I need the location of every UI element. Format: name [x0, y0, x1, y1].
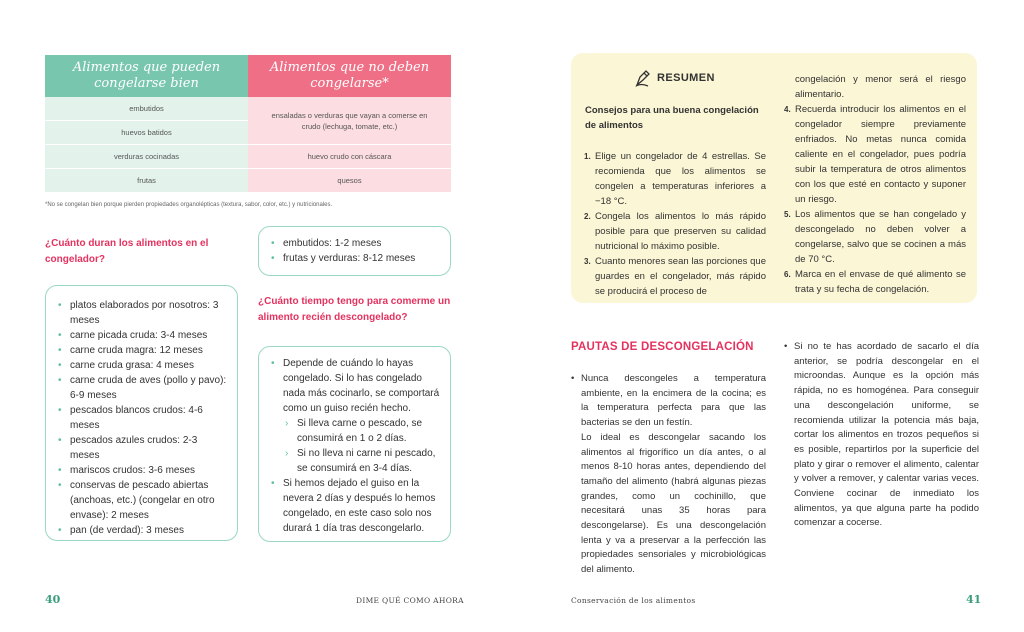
summary-item: 1. Elige un congelador de 4 estrellas. Se recomienda que los alimentos se congelen a temperaturas inferiores a −18 °C. [584, 151, 766, 207]
pencil-hand-icon [633, 68, 653, 88]
list-item: • pescados blancos crudos: 4-6 meses [58, 403, 227, 433]
summary-subtitle: Consejos para una buena congelación de alimentos [585, 105, 759, 131]
list-item: • Depende de cuándo lo hayas congelado. Si lo has congelado nada más cocinarlo, se comportará como un guiso recién hecho. [271, 356, 440, 416]
running-head-left: DIME QUÉ COMO AHORA [356, 596, 464, 605]
table-footnote: *No se congelan bien porque pierden propiedades organolépticas (textura, sabor, color, etc.) y nutricionales. [45, 202, 333, 208]
list-item: • Si hemos dejado el guiso en la nevera 2 días y después lo hemos congelado, en este caso solo nos durará 1 día tras descongelarlo. [271, 476, 440, 536]
durations-box [45, 285, 238, 541]
summary-item: congelación y menor será el riesgo alimentario. [795, 74, 966, 100]
summary-item: 4. Recuerda introducir los alimentos en el congelador siempre previamente enfriados. No metas nunca comida caliente en el congelador, pues podría subir la temperatura de otros alimentos con los que esté en contacto y suponer un riesgo. [784, 104, 966, 205]
table-cell: embutidos [45, 97, 248, 121]
durations-box-2 [258, 226, 451, 276]
table-cell: verduras cocinadas [45, 145, 248, 169]
page-number-right: 41 [966, 593, 982, 606]
list-item: • pescados azules crudos: 2-3 meses [58, 433, 227, 463]
list-item: • carne cruda grasa: 4 meses [58, 358, 227, 373]
section-title: PAUTAS DE DESCONGELACIÓN [571, 341, 754, 353]
freezing-table [45, 55, 451, 193]
table-cell: frutas [45, 169, 248, 193]
paragraph: Lo ideal es descongelar sacando los alimentos al frigorífico un día antes, o al menos 8-10 horas antes, dependiendo del tamaño del alimento (habrá algunas piezas grandes, como un cochinillo, que necesitará unas 35 horas para descongelarse). Es una descongelación lenta y va a preservar a la perfección las propiedades sensoriales y microbiológicas del alimento. [581, 431, 766, 576]
summary-box [571, 53, 977, 303]
pautas-column-1 [571, 372, 766, 578]
list-item: • carne picada cruda: 3-4 meses [58, 328, 227, 343]
table-header-cannot-freeze: Alimentos que no deben congelarse* [248, 55, 451, 97]
list-item: • pan (de verdad): 3 meses [58, 523, 227, 538]
pautas-column-2 [784, 340, 979, 531]
table-header-can-freeze: Alimentos que pueden congelarse bien [45, 55, 248, 97]
list-item: • carne cruda magra: 12 meses [58, 343, 227, 358]
question-thawed: ¿Cuánto tiempo tengo para comerme un alimento recién descongelado? [258, 296, 451, 323]
list-item: • platos elaborados por nosotros: 3 meses [58, 298, 227, 328]
question-duration: ¿Cuánto duran los alimentos en el congelador? [45, 238, 209, 265]
table-cell: huevo crudo con cáscara [248, 145, 451, 169]
page-number-left: 40 [45, 593, 61, 606]
table-cell: quesos [248, 169, 451, 193]
list-item: • frutas y verduras: 8-12 meses [271, 251, 440, 266]
summary-title: RESUMEN [657, 72, 715, 84]
list-item: • carne cruda de aves (pollo y pavo): 6-9 meses [58, 373, 227, 403]
summary-item: 3. Cuanto menores sean las porciones que guardes en el congelador, más rápido se producirá el proceso de [584, 256, 766, 297]
summary-item: 5. Los alimentos que se han congelado y descongelado no deben volver a congelarse, salvo que se cocinen a más de 70 °C. [784, 209, 966, 265]
table-cell: ensaladas o verduras que vayan a comerse en crudo (lechuga, tomate, etc.) [248, 97, 451, 145]
thaw-box [258, 346, 451, 542]
summary-item: 2. Congela los alimentos lo más rápido posible para que preserven su calidad nutricional lo máximo posible. [584, 211, 766, 252]
running-head-right: Conservación de los alimentos [571, 596, 696, 605]
list-subitem: › Si lleva carne o pescado, se consumirá en 1 o 2 días. [271, 416, 440, 446]
list-item: • embutidos: 1-2 meses [271, 236, 440, 251]
table-cell: huevos batidos [45, 121, 248, 145]
summary-item: 6. Marca en el envase de qué alimento se trata y su fecha de congelación. [784, 269, 966, 295]
paragraph: • Nunca descongeles a temperatura ambiente, en la encimera de la cocina; es la temperatura perfecta para que las bacterias se den un festín. [571, 372, 766, 431]
paragraph: • Si no te has acordado de sacarlo el día anterior, se podría descongelar en el microondas. Aunque es la opción más rápida, no es homogénea. Para conseguir una descongelación uniforme, se recomienda utilizar la potencia más baja, cortar los alimentos en trozos pequeños si es posible, repartirlos por la superficie del plato y girar o remover el alimento, calentar y volver a remover, y calentar varias veces. Conviene cocinar de inmediato los alimentos, ya que alguna parte ha podido comenzar a cocerse. [784, 340, 979, 531]
list-item: • mariscos crudos: 3-6 meses [58, 463, 227, 478]
list-subitem: › Si no lleva ni carne ni pescado, se consumirá en 3-4 días. [271, 446, 440, 476]
list-item: • conservas de pescado abiertas (anchoas, etc.) (congelar en otro envase): 2 meses [58, 478, 227, 523]
